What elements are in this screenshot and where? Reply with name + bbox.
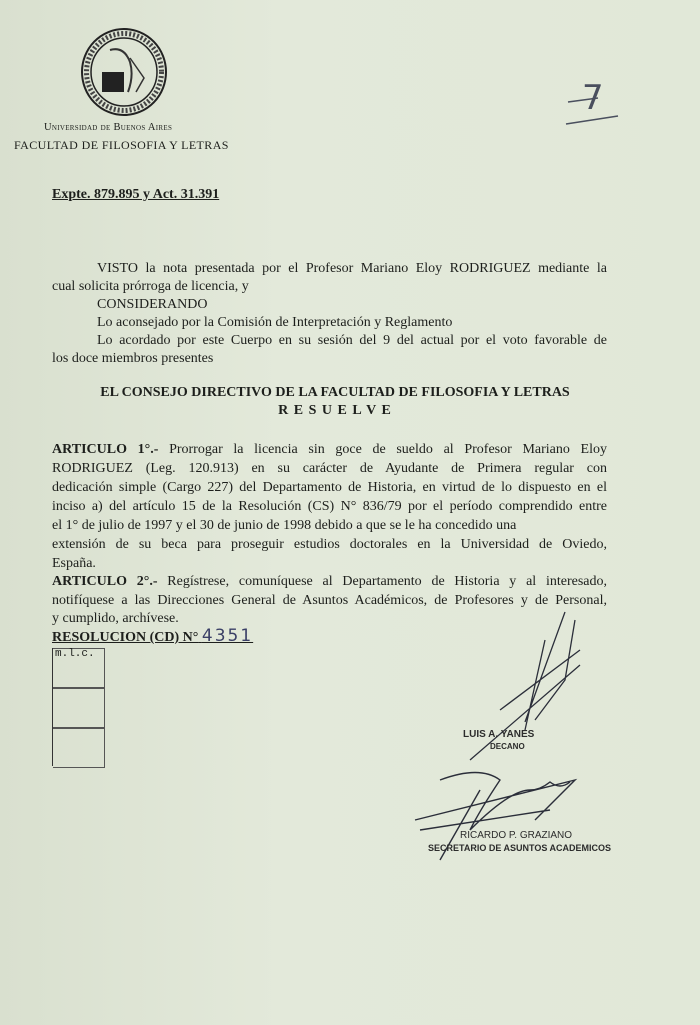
articulo-2-line: notifíquese a las Direcciones General de Asuntos Académicos, de Profesores y de Personal,: [52, 593, 607, 608]
resolution-label: RESOLUCION (CD) N°: [52, 630, 199, 645]
considerando-label: CONSIDERANDO: [97, 297, 208, 312]
articulo-1-text: Prorrogar la licencia sin goce de sueldo al Profesor Mariano Eloy: [158, 442, 607, 457]
articulo-1-line: dedicación simple (Cargo 227) del Departamento de Historia, en virtud de lo dispuesto en el: [52, 480, 607, 495]
articulo-1-line: RODRIGUEZ (Leg. 120.913) en su carácter de Ayudante de Primera regular con: [52, 461, 607, 476]
secretary-name-stamp: RICARDO P. GRAZIANO: [460, 830, 573, 841]
articulo-1-label: ARTICULO 1°.-: [52, 442, 159, 457]
handwritten-resolution-number: 4351: [201, 626, 254, 646]
articulo-2-label: ARTICULO 2°.-: [52, 574, 158, 589]
resuelve-heading: R E S U E L V E: [278, 403, 392, 418]
considerando-line-1: Lo aconsejado por la Comisión de Interpretación y Reglamento: [97, 315, 453, 330]
articulo-1-line: España.: [52, 556, 96, 571]
considerando-line-2: Lo acordado por este Cuerpo en su sesión del 9 del actual por el voto favorable de: [97, 333, 607, 348]
faculty-name: FACULTAD DE FILOSOFIA Y LETRAS: [14, 138, 229, 152]
university-name: Universidad de Buenos Aires: [44, 122, 173, 133]
visto-line-1: VISTO la nota presentada por el Profesor Mariano Eloy RODRIGUEZ mediante la: [97, 261, 607, 276]
visto-line-2: cual solicita prórroga de licencia, y: [52, 279, 249, 294]
articulo-1-line: el 1° de julio de 1997 y el 30 de junio de 1998 debido a que se le ha concedido una: [52, 518, 517, 533]
articulo-1-line: extensión de su beca para proseguir estudios doctorales en la Universidad de Oviedo,: [52, 537, 607, 552]
initials-text: m.l.c.: [55, 648, 95, 660]
expediente-reference: Expte. 879.895 y Act. 31.391: [52, 187, 220, 202]
dean-name-stamp: LUIS A. YANES: [463, 729, 535, 740]
secretary-title-stamp: SECRETARIO DE ASUNTOS ACADEMICOS: [428, 843, 612, 853]
articulo-2-text: Regístrese, comuníquese al Departamento de Historia y al interesado,: [157, 574, 607, 589]
handwritten-page-number: 7: [582, 78, 604, 118]
council-heading: EL CONSEJO DIRECTIVO DE LA FACULTAD DE FILOSOFIA Y LETRAS: [100, 385, 570, 400]
articulo-2-line: y cumplido, archívese.: [52, 611, 179, 626]
considerando-line-3: los doce miembros presentes: [52, 351, 214, 366]
articulo-1-line: inciso a) del artículo 15 de la Resolución (CS) N° 836/79 por el período comprendido entre: [52, 499, 607, 514]
dean-title-stamp: DECANO: [490, 742, 525, 751]
